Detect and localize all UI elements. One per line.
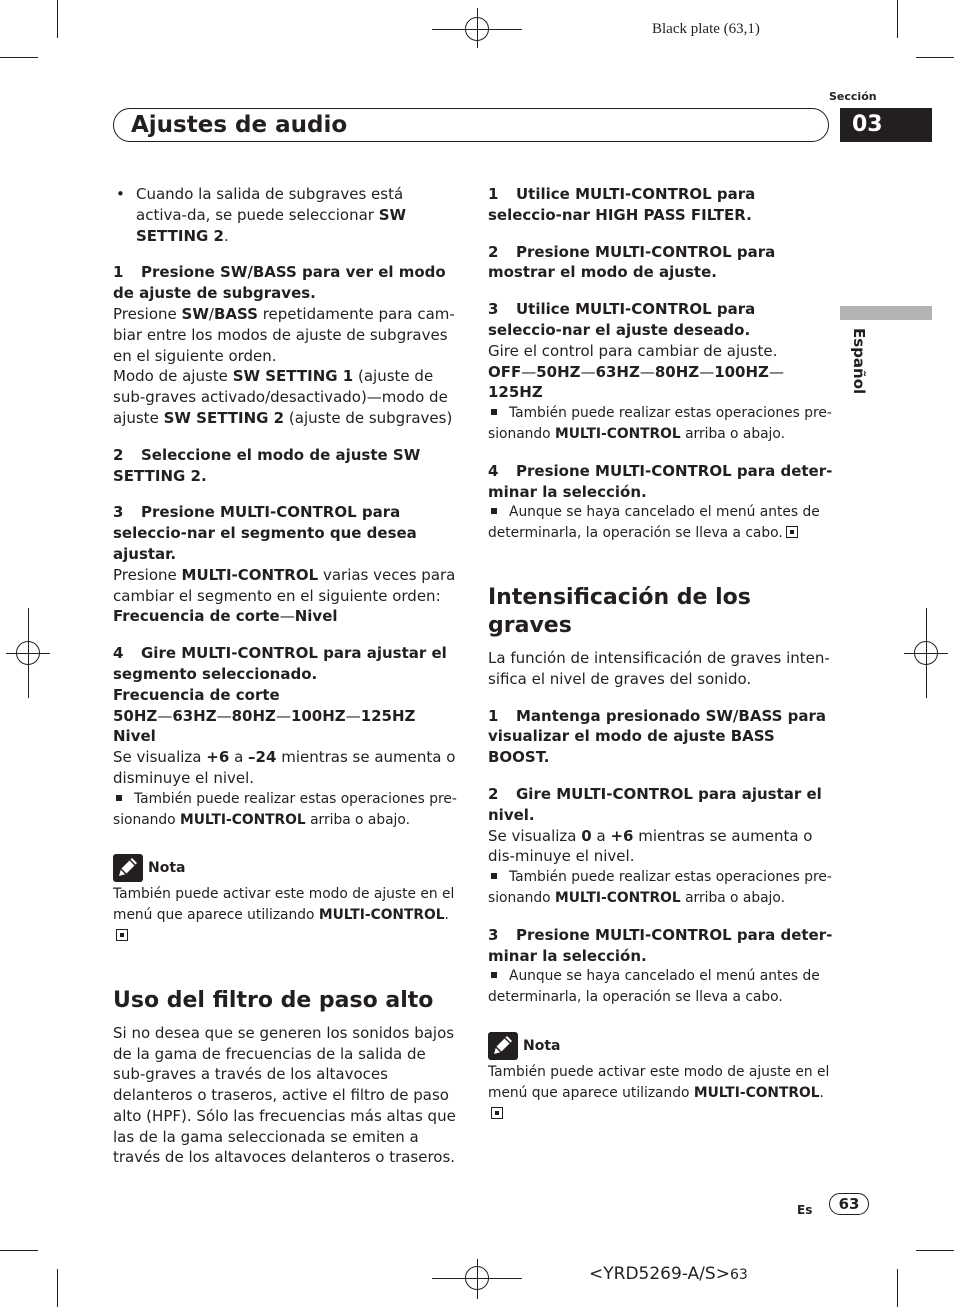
language-tab <box>840 306 932 320</box>
section-body: Si no desea que se generen los sonidos bajos de la gama de frecuencias de la salida de sub-graves a través de los altavoces delanteros o traseros, active el filtro de paso alto (HPF). Sólo las frecuencias más altas que las de la gama seleccionada se emiten a través de los altavoces delanteros o traseros. <box>113 1023 456 1167</box>
language-code: Es <box>797 1203 813 1217</box>
step-note: También puede realizar estas operaciones pre-sionando MULTI-CONTROL arriba o abajo. <box>113 790 457 828</box>
page-number: 63 <box>829 1193 869 1215</box>
note-body: También puede activar este modo de ajuste en el menú que aparece utilizando MULTI-CONTROL. <box>488 1062 833 1124</box>
section-intro: La función de intensificación de graves inten-sifica el nivel de graves del sonido. <box>488 648 830 688</box>
step-body: Presione MULTI-CONTROL varias veces para cambiar el segmento en el siguiente orden: <box>113 565 456 605</box>
pencil-icon <box>113 854 143 882</box>
square-bullet-icon <box>491 873 497 879</box>
freq-sequence: 50HZ—63HZ—80HZ—100HZ—125HZ <box>113 706 416 725</box>
step-title: 1 Utilice MULTI-CONTROL para seleccio-nar HIGH PASS FILTER. <box>488 185 756 224</box>
end-mark-icon <box>116 929 128 941</box>
note-header <box>113 854 458 884</box>
right-column <box>488 184 833 1124</box>
step-body: Se visualiza +6 a –24 mientras se aumenta o disminuye el nivel. <box>113 748 456 787</box>
chapter-title: Ajustes de audio <box>131 112 348 138</box>
note-header <box>488 1032 833 1062</box>
level-label: Nivel <box>113 727 156 746</box>
step-note: También puede realizar estas operaciones pre-sionando MULTI-CONTROL arriba o abajo. <box>488 869 832 906</box>
section-number: 03 <box>852 112 883 137</box>
step-sequence: Frecuencia de corte—Nivel <box>113 607 338 626</box>
square-bullet-icon <box>116 795 122 801</box>
bullet-item: • Cuando la salida de subgraves está activa-da, se puede seleccionar SW SETTING 2. <box>116 185 407 245</box>
end-mark-icon <box>786 526 798 538</box>
plate-label: Black plate (63,1) <box>652 21 760 37</box>
document-code: <YRD5269-A/S>63 <box>589 1264 748 1284</box>
note-body: También puede activar este modo de ajuste en el menú que aparece utilizando MULTI-CONTROL. <box>113 884 458 946</box>
step-title: 2 Seleccione el modo de ajuste SW SETTING 2. <box>113 445 421 485</box>
section-number-box <box>840 108 932 142</box>
left-column <box>113 184 458 1168</box>
section-heading: Intensificación de los graves <box>488 584 751 638</box>
step-title: 3 Utilice MULTI-CONTROL para seleccio-nar el ajuste deseado. <box>488 300 756 339</box>
step-note: También puede realizar estas operaciones pre-sionando MULTI-CONTROL arriba o abajo. <box>488 405 832 442</box>
step-body: Modo de ajuste SW SETTING 1 (ajuste de sub-graves activado/desactivado)—modo de ajuste SW SETTING 2 (ajuste de subgraves) <box>113 367 453 427</box>
step-body: Gire el control para cambiar de ajuste. <box>488 341 778 360</box>
end-mark-icon <box>491 1107 503 1119</box>
step-title: 1 Mantenga presionado SW/BASS para visualizar el modo de ajuste BASS BOOST. <box>488 706 826 767</box>
filter-sequence: OFF—50HZ—63HZ—80HZ—100HZ—125HZ <box>488 362 784 402</box>
step-title: 4 Presione MULTI-CONTROL para deter-minar la selección. <box>488 461 833 501</box>
step-note: Aunque se haya cancelado el menú antes de determinarla, la operación se lleva a cabo. <box>488 504 820 542</box>
step-title: 1 Presione SW/BASS para ver el modo de ajuste de subgraves. <box>113 263 446 303</box>
note-label: Nota <box>148 860 186 877</box>
square-bullet-icon <box>491 508 497 514</box>
language-label: Español <box>850 328 868 395</box>
note-label: Nota <box>523 1037 561 1054</box>
pencil-icon <box>488 1032 518 1060</box>
step-title: 2 Gire MULTI-CONTROL para ajustar el nivel. <box>488 784 822 824</box>
square-bullet-icon <box>491 972 497 978</box>
square-bullet-icon <box>491 409 497 415</box>
step-title: 4 Gire MULTI-CONTROL para ajustar el segmento seleccionado. <box>113 644 447 683</box>
step-note: Aunque se haya cancelado el menú antes de determinarla, la operación se lleva a cabo. <box>488 968 820 1006</box>
section-heading: Uso del filtro de paso alto <box>113 987 434 1013</box>
step-body: Se visualiza 0 a +6 mientras se aumenta o dis-minuye el nivel. <box>488 826 813 866</box>
step-body: Presione SW/BASS repetidamente para cam-biar entre los modos de ajuste de subgraves en el siguiente orden. <box>113 304 455 365</box>
section-label: Sección <box>829 90 877 103</box>
chapter-header <box>113 108 829 142</box>
step-title: 2 Presione MULTI-CONTROL para mostrar el modo de ajuste. <box>488 242 776 282</box>
step-title: 3 Presione MULTI-CONTROL para seleccio-nar el segmento que desea ajustar. <box>113 503 417 563</box>
freq-label: Frecuencia de corte <box>113 685 280 704</box>
step-title: 3 Presione MULTI-CONTROL para deter-minar la selección. <box>488 925 833 965</box>
